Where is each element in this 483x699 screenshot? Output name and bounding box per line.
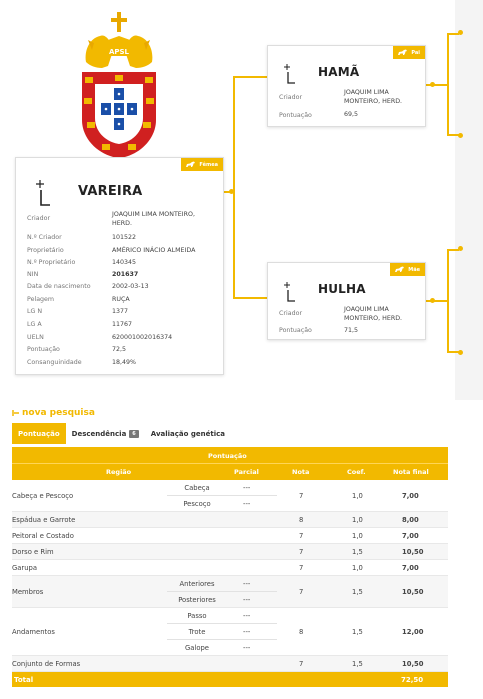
field-label: LG N — [27, 308, 43, 315]
field-value: 201637 — [112, 271, 139, 278]
criador-label: Criador — [279, 94, 303, 101]
criador-value: JOAQUIM LIMA MONTEIRO, HERD. — [344, 89, 403, 105]
table-row — [12, 512, 448, 528]
row-nota: 7 — [299, 564, 304, 572]
field-value: 101522 — [112, 234, 137, 241]
field-label: NIN — [27, 271, 39, 278]
total-label: Total — [14, 676, 34, 684]
field-label: LG A — [27, 321, 42, 328]
row-nota: 7 — [299, 492, 304, 500]
field-value: 2002-03-13 — [112, 283, 149, 290]
field-label: Consanguinidade — [27, 359, 82, 366]
tab-bar — [12, 423, 231, 444]
connector-line — [447, 33, 449, 136]
sub-divider — [167, 639, 277, 640]
table-row — [12, 656, 448, 672]
row-sub-region: Galope — [185, 644, 209, 652]
row-coef: 1,5 — [352, 588, 363, 596]
row-coef: 1,5 — [352, 548, 363, 556]
connector-dot — [229, 189, 234, 194]
horse-card-mother[interactable] — [267, 262, 426, 340]
sex-badge — [181, 158, 223, 171]
table-row — [12, 576, 448, 608]
field-value: 620001002016374 — [112, 334, 173, 341]
back-arrow-icon — [12, 409, 20, 417]
tab-pontuacao[interactable]: Pontuação — [12, 423, 66, 444]
row-nota-final: 12,00 — [402, 628, 424, 636]
row-nota: 7 — [299, 588, 304, 596]
connector-line — [233, 297, 267, 299]
field-label: Pelagem — [27, 296, 55, 303]
row-regiao: Membros — [12, 588, 44, 596]
row-nota-final: 7,00 — [402, 492, 419, 500]
tab-descendencia[interactable]: Descendência 6 — [66, 423, 145, 444]
row-regiao: Garupa — [12, 564, 38, 572]
row-sub-region: Pescoço — [183, 500, 211, 508]
descendants-count-badge: 6 — [129, 430, 138, 438]
table-row — [12, 560, 448, 576]
horse-name: HULHA — [318, 282, 366, 296]
row-nota-final: 8,00 — [402, 516, 419, 524]
row-sub-region: Passo — [187, 612, 207, 620]
row-sub-region: Anteriores — [179, 580, 215, 588]
row-nota: 7 — [299, 532, 304, 540]
score-table — [12, 447, 448, 687]
row-nota: 8 — [299, 516, 304, 524]
tab-avaliacao-genetica[interactable]: Avaliação genética — [150, 429, 225, 438]
connector-dot — [430, 82, 435, 87]
row-sub-parcial: --- — [243, 628, 251, 636]
row-coef: 1,0 — [352, 564, 363, 572]
field-value: JOAQUIM LIMA MONTEIRO, HERD. — [112, 211, 195, 227]
connector-line — [233, 76, 267, 78]
connector-dot — [430, 298, 435, 303]
horse-name: VAREIRA — [78, 184, 143, 199]
field-label: N.º Criador — [27, 234, 62, 241]
horse-name: HAMÃ — [318, 65, 360, 79]
next-generation-strip — [455, 0, 483, 400]
table-header — [12, 447, 448, 480]
row-nota-final: 7,00 — [402, 532, 419, 540]
field-value: RUÇA — [112, 296, 130, 303]
sex-badge — [390, 263, 425, 276]
row-sub-region: Trote — [188, 628, 206, 636]
header-coef: Coef. — [347, 468, 366, 476]
field-value: 72,5 — [112, 346, 127, 353]
horse-icon — [185, 161, 196, 168]
field-label: UELN — [27, 334, 44, 341]
field-label: Proprietário — [27, 247, 64, 254]
row-sub-parcial: --- — [243, 612, 251, 620]
row-sub-region: Cabeça — [184, 484, 210, 492]
horse-card-main[interactable] — [15, 157, 224, 375]
pontuacao-value: 71,5 — [344, 327, 359, 334]
field-value: 140345 — [112, 259, 137, 266]
sex-badge-label: Pai — [411, 49, 420, 56]
field-value: 1377 — [112, 308, 129, 315]
row-nota-final: 10,50 — [402, 548, 424, 556]
row-sub-parcial: --- — [243, 580, 251, 588]
svg-text:APSL: APSL — [108, 48, 130, 56]
connector-line — [447, 33, 459, 35]
row-nota: 7 — [299, 660, 304, 668]
row-sub-parcial: --- — [243, 484, 251, 492]
header-regiao: Região — [106, 468, 132, 476]
criador-label: Criador — [279, 310, 303, 317]
horse-icon — [397, 49, 408, 56]
field-value: AMÉRICO INÁCIO ALMEIDA — [112, 247, 196, 254]
row-nota: 7 — [299, 548, 304, 556]
row-nota-final: 10,50 — [402, 660, 424, 668]
table-row — [12, 608, 448, 656]
table-row — [12, 480, 448, 512]
row-regiao: Dorso e Rim — [12, 548, 54, 556]
row-coef: 1,5 — [352, 628, 363, 636]
row-regiao: Espádua e Garrote — [12, 516, 76, 524]
row-regiao: Peitoral e Costado — [12, 532, 74, 540]
row-nota: 8 — [299, 628, 304, 636]
total-value: 72,50 — [401, 676, 424, 684]
connector-line — [233, 76, 235, 299]
row-coef: 1,0 — [352, 492, 363, 500]
connector-line — [447, 249, 449, 353]
row-regiao: Cabeça e Pescoço — [12, 492, 74, 500]
field-label: N.º Proprietário — [27, 259, 76, 266]
sex-badge-label: Mãe — [408, 266, 420, 273]
group-header: Pontuação — [208, 452, 247, 460]
new-search-label: nova pesquisa — [22, 408, 95, 418]
table-row — [12, 544, 448, 560]
field-label: Data de nascimento — [27, 283, 91, 290]
table-row — [12, 528, 448, 544]
row-regiao: Andamentos — [12, 628, 55, 636]
row-regiao: Conjunto de Formas — [12, 660, 81, 668]
lusitano-brand-icon — [283, 280, 297, 304]
apsl-crest-logo — [78, 10, 160, 160]
horse-icon — [394, 266, 405, 273]
criador-value: JOAQUIM LIMA MONTEIRO, HERD. — [344, 306, 403, 322]
new-search-link[interactable] — [12, 408, 95, 418]
header-nota-final: Nota final — [393, 468, 429, 476]
sex-badge — [393, 46, 425, 59]
connector-line — [447, 134, 459, 136]
pontuacao-label: Pontuação — [279, 327, 312, 334]
row-nota-final: 7,00 — [402, 564, 419, 572]
field-label: Pontuação — [27, 346, 60, 353]
lusitano-brand-icon — [283, 62, 297, 86]
row-coef: 1,0 — [352, 516, 363, 524]
row-sub-parcial: --- — [243, 500, 251, 508]
row-sub-parcial: --- — [243, 596, 251, 604]
header-nota: Nota — [292, 468, 310, 476]
sub-divider — [167, 591, 277, 592]
table-total-row — [12, 672, 448, 687]
row-sub-region: Posteriores — [178, 596, 216, 604]
sex-badge-label: Fêmea — [199, 161, 218, 168]
horse-card-father[interactable] — [267, 45, 426, 127]
header-parcial: Parcial — [234, 468, 259, 476]
sub-divider — [167, 495, 277, 496]
lusitano-brand-icon — [34, 178, 52, 208]
row-coef: 1,5 — [352, 660, 363, 668]
field-value: 18,49% — [112, 359, 137, 366]
pontuacao-value: 69,5 — [344, 111, 359, 118]
row-coef: 1,0 — [352, 532, 363, 540]
field-value: 11767 — [112, 321, 133, 328]
pontuacao-label: Pontuação — [279, 112, 312, 119]
row-sub-parcial: --- — [243, 644, 251, 652]
connector-line — [447, 249, 459, 251]
row-nota-final: 10,50 — [402, 588, 424, 596]
sub-divider — [167, 623, 277, 624]
connector-line — [447, 351, 459, 353]
field-label: Criador — [27, 215, 51, 222]
